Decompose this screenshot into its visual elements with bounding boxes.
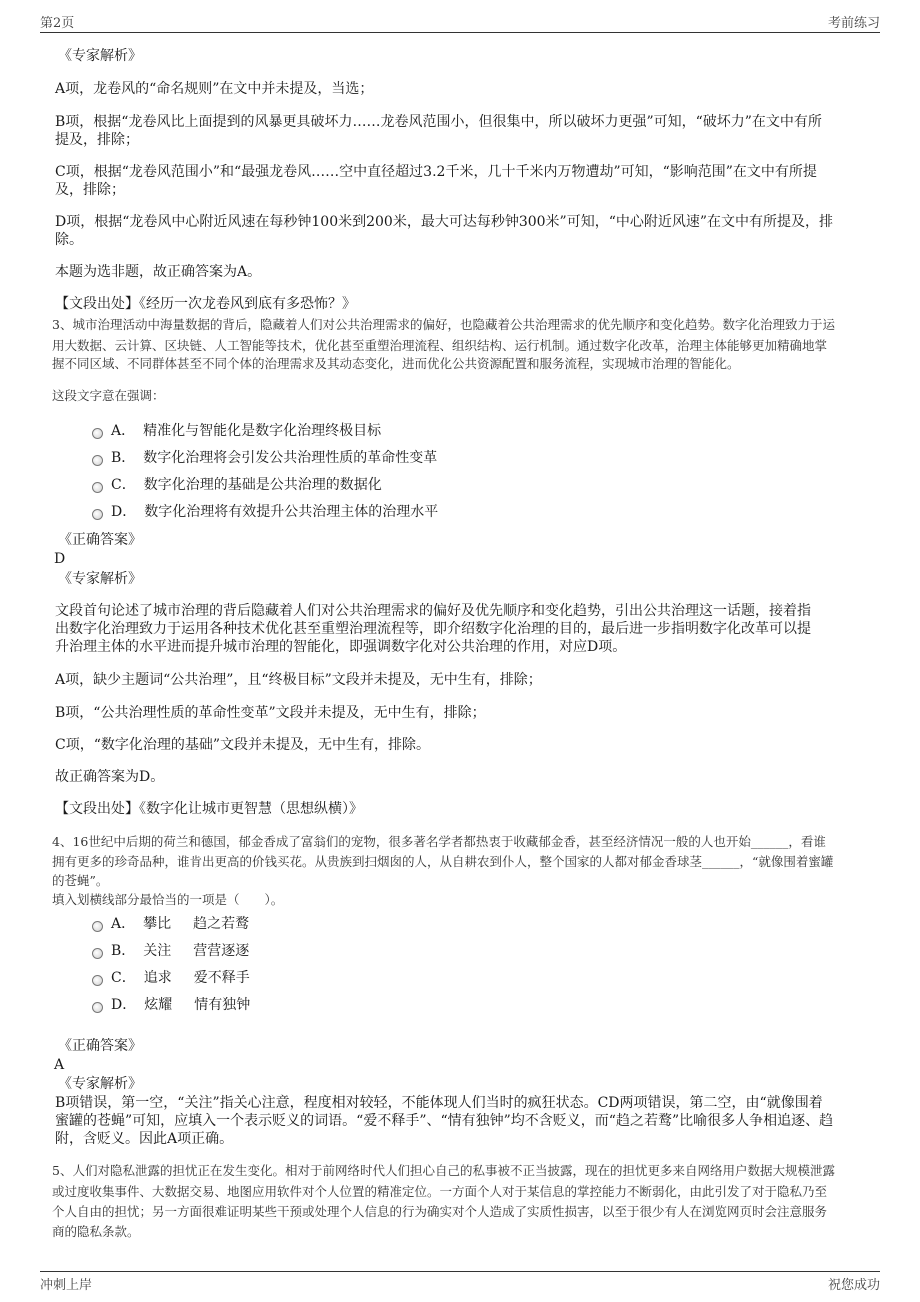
expert-label: 《专家解析》 (58, 48, 142, 64)
answer-value: A (54, 1057, 65, 1073)
question-stem: 拥有更多的珍奇品种，谁肯出更高的价钱买花。从贵族到扫烟囱的人，从自耕农到仆人，整个国家的人都对郁金香球茎______，“就像围着蜜罐 (52, 854, 834, 869)
question-stem: 个人自由的担忧；另一方面很难证明某些干预或处理个人信息的行为确实对个人造成了实质性损害，以至于很少有人在浏览网页时会注意服务 (52, 1204, 828, 1219)
radio-icon[interactable] (92, 1002, 103, 1013)
source-citation: 【文段出处】《数字化让城市更智慧（思想纵横）》 (55, 801, 363, 817)
option-b[interactable]: B． 数字化治理将会引发公共治理性质的革命性变革 (92, 448, 437, 468)
analysis-line: B项，“公共治理性质的革命性变革”文段并未提及，无中生有，排除； (55, 705, 486, 721)
question-stem: 握不同区域、不同群体甚至不同个体的治理需求及其动态变化，进而优化公共资源配置和服务流程，实现城市治理的智能化。 (52, 356, 740, 371)
question-stem: 或过度收集事件、大数据交易、地图应用软件对个人位置的精准定位。一方面个人对于某信息的掌控能力不断弱化，由此引发了对于隐私乃至 (52, 1184, 828, 1199)
answer-label: 《正确答案》 (58, 532, 142, 548)
question-prompt: 填入划横线部分最恰当的一项是（ ）。 (52, 892, 284, 907)
radio-icon[interactable] (92, 509, 103, 520)
question-stem: 用大数据、云计算、区块链、人工智能等技术，优化甚至重塑治理流程、组织结构、运行机制。通过数字化改革，治理主体能够更加精确地掌 (52, 338, 828, 353)
analysis-line: D项，根据“龙卷风中心附近风速在每秒钟100米到200米，最大可达每秒钟300米”可知，“中心附近风速”在文中有所提及，排 (55, 214, 834, 230)
conclusion: 本题为选非题，故正确答案为A。 (55, 264, 262, 280)
radio-icon[interactable] (92, 975, 103, 986)
question-stem: 商的隐私条款。 (52, 1224, 140, 1239)
option-c[interactable]: C． 数字化治理的基础是公共治理的数据化 (92, 475, 382, 495)
analysis-line: B项错误，第一空，“关注”指关心注意，程度相对较轻，不能体现人们当时的疯狂状态。CD两项错误，第二空，由“就像围着 (55, 1095, 823, 1111)
question-stem: 的苍蝇”。 (52, 873, 109, 888)
conclusion: 故正确答案为D。 (55, 769, 165, 785)
radio-icon[interactable] (92, 482, 103, 493)
radio-icon[interactable] (92, 921, 103, 932)
option-b[interactable]: B． 关注 营营逐逐 (92, 941, 249, 961)
analysis-line: 升治理主体的水平进而提升城市治理的智能化，即强调数字化对公共治理的作用，对应D项。 (55, 639, 627, 655)
question-stem: 5、人们对隐私泄露的担忧正在发生变化。相对于前网络时代人们担心自己的私事被不正当披露，现在的担忧更多来自网络用户数据大规模泄露 (52, 1163, 835, 1178)
expert-label: 《专家解析》 (58, 571, 142, 587)
answer-label: 《正确答案》 (58, 1038, 142, 1054)
page-header (40, 12, 880, 33)
analysis-line: 除。 (55, 232, 83, 248)
analysis-line: 出数字化治理致力于运用各种技术优化甚至重塑治理流程等，即介绍数字化治理的目的，最后进一步指明数字化改革可以提 (55, 621, 811, 637)
footer-left: 冲刺上岸 (40, 1278, 93, 1293)
option-d[interactable]: D． 炫耀 情有独钟 (92, 995, 250, 1015)
page-number: 第2页 (40, 16, 75, 31)
expert-label: 《专家解析》 (58, 1076, 142, 1092)
analysis-line: C项，根据“龙卷风范围小”和“最强龙卷风……空中直径超过3.2千米，几十千米内万物遭劫”可知，“影响范围”在文中有所提 (55, 164, 817, 180)
radio-icon[interactable] (92, 428, 103, 439)
radio-icon[interactable] (92, 948, 103, 959)
analysis-line: A项，龙卷风的“命名规则”在文中并未提及，当选； (55, 81, 374, 97)
footer-right: 祝您成功 (827, 1278, 880, 1293)
analysis-line: C项，“数字化治理的基础”文段并未提及，无中生有，排除。 (55, 737, 431, 753)
option-a[interactable]: A． 精准化与智能化是数字化治理终极目标 (92, 421, 381, 441)
analysis-line: A项，缺少主题词“公共治理”，且“终极目标”文段并未提及，无中生有，排除； (55, 672, 542, 688)
page-footer (40, 1271, 880, 1296)
analysis-line: 蜜罐的苍蝇”可知，应填入一个表示贬义的词语。“爱不释手”、“情有独钟”均不含贬义，而“趋之若鹜”比喻很多人争相追逐、趋 (55, 1113, 834, 1129)
header-title: 考前练习 (827, 16, 880, 31)
question-prompt: 这段文字意在强调： (52, 388, 165, 403)
radio-icon[interactable] (92, 455, 103, 466)
question-stem: 4、16世纪中后期的荷兰和德国，郁金香成了富翁们的宠物，很多著名学者都热衷于收藏郁金香，甚至经济情况一般的人也开始______，看谁 (52, 834, 826, 849)
analysis-line: 文段首句论述了城市治理的背后隐藏着人们对公共治理需求的偏好及优先顺序和变化趋势，引出公共治理这一话题，接着指 (55, 603, 811, 619)
option-c[interactable]: C． 追求 爱不释手 (92, 968, 250, 988)
answer-value: D (54, 551, 66, 567)
analysis-line: 及，排除； (55, 182, 125, 198)
analysis-line: 提及，排除； (55, 132, 139, 148)
option-a[interactable]: A． 攀比 趋之若鹜 (92, 914, 249, 934)
question-stem: 3、城市治理活动中海量数据的背后，隐藏着人们对公共治理需求的偏好，也隐藏着公共治理需求的优先顺序和变化趋势。数字化治理致力于运 (52, 317, 835, 332)
analysis-line: 附，含贬义。因此A项正确。 (55, 1131, 234, 1147)
analysis-line: B项，根据“龙卷风比上面提到的风暴更具破坏力……龙卷风范围小，但很集中，所以破坏力更强”可知，“破坏力”在文中有所 (55, 114, 822, 130)
source-citation: 【文段出处】《经历一次龙卷风到底有多恐怖？》 (55, 296, 356, 312)
option-d[interactable]: D． 数字化治理将有效提升公共治理主体的治理水平 (92, 502, 438, 522)
